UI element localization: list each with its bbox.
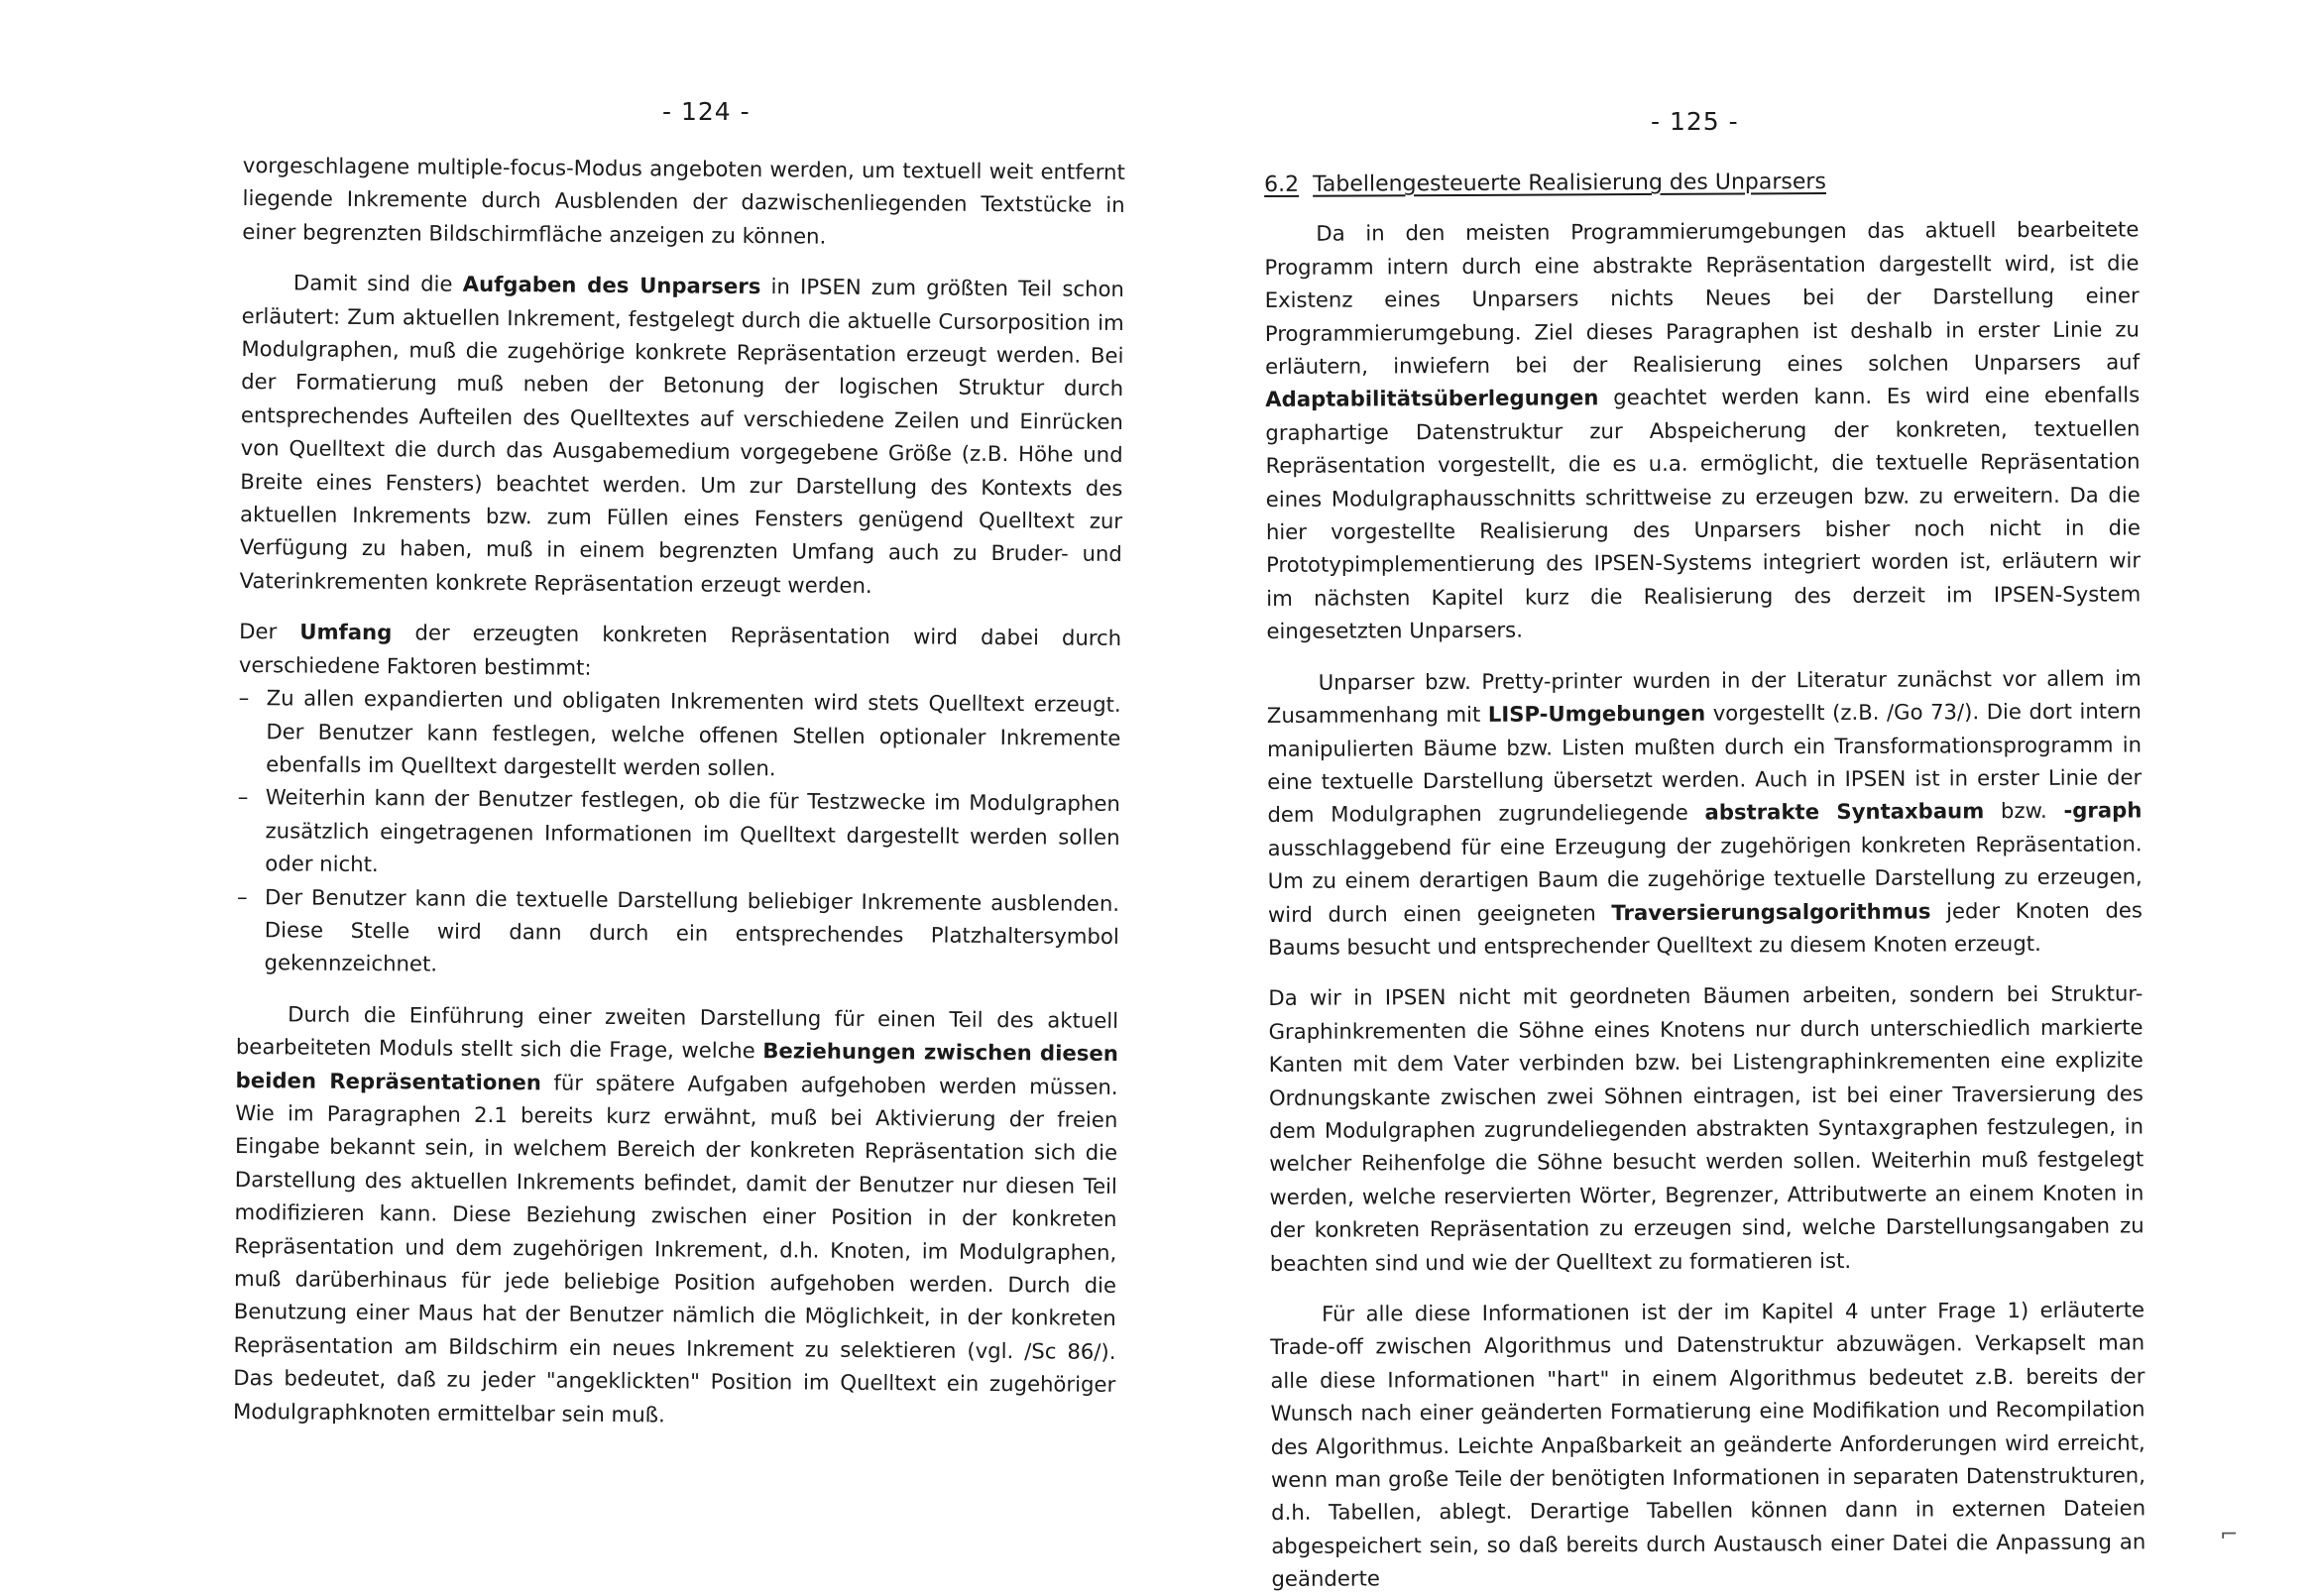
paragraph: vorgeschlagene multiple-focus-Modus angeboten werden, um textuell weit entfernt liegende Inkremente durch Ausblenden der dazwischenliegenden Textstücke in einer begrenzten Bildschirmfläche anzeigen zu können. — [242, 152, 1125, 249]
section-title: Tabellengesteuerte Realisierung des Unparsers — [1313, 170, 1826, 197]
bold-term: LISP-Umgebungen — [1487, 700, 1706, 727]
paragraph: Der Umfang der erzeugten konkreten Repräsentation wird dabei durch verschiedene Faktoren bestimmt: — [238, 619, 1122, 680]
paragraph: Durch die Einführung einer zweiten Darstellung für einen Teil des aktuell bearbeiteten Moduls stellt sich die Frage, welche Beziehungen zwischen diesen beiden Repräsentationen für spätere Aufgaben aufgehoben werden müssen. Wie im Paragraphen 2.1 bereits kurz erwähnt, muß bei Aktivierung der freien Eingabe bekannt sein, in welchem Bereich der konkreten Repräsentation sich die Darstellung des aktuellen Inkrements befindet, damit der Benutzer nur diesen Teil modifizieren kann. Diese Beziehung zwischen einer Position in der konkreten Repräsentation und dem zugehörigen Inkrement, d.h. Knoten, im Modulgraphen, muß darüberhinaus für jede beliebige Position aufgehoben werden. Durch die Benutzung einer Maus hat der Benutzer nämlich die Möglichkeit, in der konkreten Repräsentation am Bildschirm ein neues Inkrement zu selektieren (vgl. /Sc 86/). Das bedeutet, daß zu jeder "angeklickten" Position im Quelltext ein zugehöriger Modulgraphknoten ermittelbar sein muß. — [232, 1001, 1119, 1427]
bold-term: Umfang — [299, 619, 393, 645]
list-item: – Der Benutzer kann die textuelle Darstellung beliebiger Inkremente ausblenden. Diese Stelle wird dann durch ein entsprechendes Platzhaltersymbol gekennzeichnet. — [236, 880, 1119, 986]
right-page — [1159, 0, 2318, 1592]
paragraph: Da in den meisten Programmierumgebungen das aktuell bearbeitete Programm intern durch eine abstrakte Repräsentation dargestellt wird, ist die Existenz eines Unparsers nichts Neues bei der Darstellung einer Programmierumgebung. Ziel dieses Paragraphen ist deshalb in erster Linie zu erläutern, inwiefern bei der Realisierung eines solchen Unparsers auf Adaptabilitätsüberlegungen geachtet werden kann. Es wird eine ebenfalls graphartige Datenstruktur zur Abspeicherung der konkreten, textuellen Repräsentation vorgestellt, die es u.a. ermöglicht, die textuelle Repräsentation eines Modulgraphausschnitts schrittweise zu erzeugen bzw. zu erweitern. Da die hier vorgestellte Realisierung des Unparsers bisher noch nicht in die Prototypimplementierung des IPSEN-Systems integriert worden ist, erläutern wir im nächsten Kapitel kurz die Realisierung des derzeit im IPSEN-System eingesetzten Unparsers. — [1264, 216, 2142, 644]
paragraph: Da wir in IPSEN nicht mit geordneten Bäumen arbeiten, sondern bei Struktur-Graphinkrementen die Söhne eines Knotens nur durch unterschiedlich markierte Kanten mit dem Vater verbinden bzw. bei Listengraphinkrementen eine explizite Ordnungskante zwischen zwei Söhnen eintragen, ist bei einer Traversierung des dem Modulgraphen zugrundeliegenden abstrakten Syntaxgraphen festzulegen, in welcher Reihenfolge die Söhne besucht werden sollen. Weiterhin muß festgelegt werden, welche reservierten Wörter, Begrenzer, Attributwerte an einem Knoten in der konkreten Repräsentation zu erzeugen sind, welche Darstellungsangaben zu beachten sind und wie der Quelltext zu formatieren ist. — [1268, 980, 2144, 1276]
bold-term: Beziehungen zwischen diesen beiden Repräsentationen — [235, 1038, 1118, 1094]
left-page — [0, 0, 1159, 1573]
bold-term: abstrakte Syntaxbaum — [1704, 798, 1985, 825]
paragraph: Unparser bzw. Pretty-printer wurden in der Literatur zunächst vor allem im Zusammenhang mit LISP-Umgebungen vorgestellt (z.B. /Go 73/). Die dort intern manipulierten Bäume bzw. Listen mußten durch ein Transformationsprogramm in eine textuelle Darstellung übersetzt werden. Auch in IPSEN ist in erster Linie der dem Modulgraphen zugrundeliegende abstrakte Syntaxbaum bzw. -graph ausschlaggebend für eine Erzeugung der zugehörigen konkreten Repräsentation. Um zu einem derartigen Baum die zugehörige textuelle Darstellung zu erzeugen, wird durch einen geeigneten Traversierungsalgorithmus jeder Knoten des Baums besucht und entsprechender Quelltext zu diesem Knoten erzeugt. — [1266, 665, 2144, 960]
page-number: - 124 - — [662, 97, 751, 126]
bold-term: Aufgaben des Unparsers — [462, 271, 761, 299]
bold-term: Traversierungsalgorithmus — [1611, 898, 1931, 925]
list-item: – Zu allen expandierten und obligaten Inkrementen wird stets Quelltext erzeugt. Der Benutzer kann festlegen, welche offenen Stellen optionaler Inkremente ebenfalls im Quelltext dargestellt werden sollen. — [238, 681, 1121, 787]
paragraph: Für alle diese Informationen ist der im Kapitel 4 unter Frage 1) erläuterte Trade-off zwischen Algorithmus und Datenstruktur abzuwägen. Verkapselt man alle diese Informationen "hart" in einem Algorithmus bedeutet z.B. bereits der Wunsch nach einer geänderten Formatierung eine Modifikation und Recompilation des Algorithmus. Leichte Anpaßbarkeit an geänderte Anforderungen wird erreicht, wenn man große Teile der benötigten Informationen in separaten Datenstrukturen, d.h. Tabellen, ablegt. Derartige Tabellen können dann in externen Dateien abgespeichert sein, so daß bereits durch Austausch einer Datei die Anpassung an geänderte — [1270, 1297, 2146, 1592]
page-number: - 125 - — [1651, 107, 1739, 136]
bold-term: -graph — [2063, 797, 2143, 824]
scan-mark-icon: ⌐ — [2220, 1523, 2239, 1547]
page-body — [1264, 164, 2146, 1595]
paragraph: Damit sind die Aufgaben des Unparsers in IPSEN zum größten Teil schon erläutert: Zum aktuellen Inkrement, festgelegt durch die aktuelle Cursorposition im Modulgraphen, muß die zugehörige konkrete Repräsentation erzeugt werden. Bei der Formatierung muß neben der Betonung der logischen Struktur durch entsprechendes Aufteilen des Quelltextes auf verschiedene Zeilen und Einrücken von Quelltext die durch das Ausgabemedium vorgegebene Größe (z.B. Höhe und Breite eines Fensters) beachtet werden. Um zur Darstellung des Kontexts des aktuellen Inkrements bzw. zum Füllen eines Fensters genügend Quelltext zur Verfügung zu haben, muß in einem begrenzten Umfang auch zu Bruder- und Vaterinkrementen konkrete Repräsentation erzeugt werden. — [239, 270, 1124, 598]
section-number: 6.2 — [1264, 171, 1300, 197]
page-body — [233, 149, 1125, 1434]
bold-term: Adaptabilitätsüberlegungen — [1265, 385, 1599, 412]
list-item: – Weiterhin kann der Benutzer festlegen, ob die für Testzwecke im Modulgraphen zusätzlich eingetragenen Informationen im Quelltext dargestellt werden sollen oder nicht. — [237, 780, 1120, 886]
factor-list — [236, 681, 1120, 986]
section-heading — [1264, 164, 2139, 201]
